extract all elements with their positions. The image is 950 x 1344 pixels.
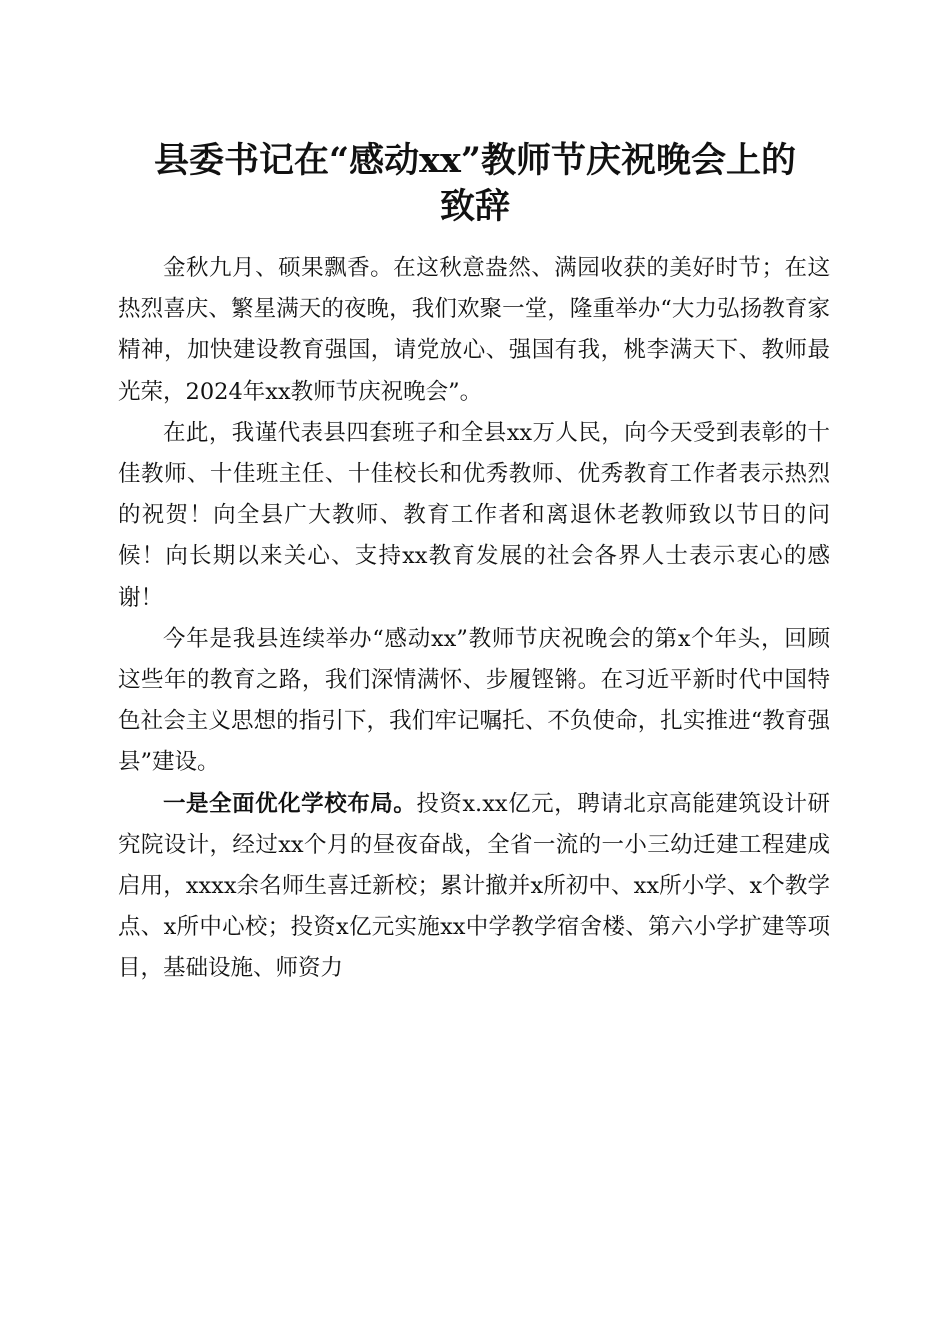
paragraph-lead: 一是全面优化学校布局。 — [163, 790, 417, 817]
paragraph-opening — [118, 248, 830, 413]
title-line-1: 县委书记在“感动xx”教师节庆祝晚会上的 — [154, 140, 796, 181]
paragraph-text: 今年是我县连续举办“感动xx”教师节庆祝晚会的第x个年头，回顾这些年的教育之路，我们深情满怀、步履铿锵。在习近平新时代中国特色社会主义思想的指引下，我们牢记嘱托、不负使命，扎实推进“教育强县”建设。 — [118, 625, 830, 776]
paragraph-text: 投资x.xx亿元，聘请北京高能建筑设计研究院设计，经过xx个月的昼夜奋战，全省一流的一小三幼迁建工程建成启用，xxxx余名师生喜迁新校；累计撤并x所初中、xx所小学、x个教学点、x所中心校；投资x亿元实施xx中学教学宿舍楼、第六小学扩建等项目，基础设施、师资力 — [118, 790, 830, 982]
paragraph-review — [118, 619, 830, 784]
paragraph-text: 金秋九月、硕果飘香。在这秋意盎然、满园收获的美好时节；在这热烈喜庆、繁星满天的夜晚，我们欢聚一堂，隆重举办“大力弘扬教育家精神，加快建设教育强国，请党放心、强国有我，桃李满天下、教师最光荣，2024年xx教师节庆祝晚会”。 — [118, 255, 830, 405]
paragraph-text: 在此，我谨代表县四套班子和全县xx万人民，向今天受到表彰的十佳教师、十佳班主任、十佳校长和优秀教师、优秀教育工作者表示热烈的祝贺！向全县广大教师、教育工作者和离退休老教师致以节日的问候！向长期以来关心、支持xx教育发展的社会各界人士表示衷心的感谢！ — [118, 419, 830, 611]
title-line-2: 致辞 — [439, 186, 510, 227]
document-title — [100, 138, 850, 230]
paragraph-school-layout — [118, 784, 830, 990]
paragraph-greetings — [118, 413, 830, 619]
document-body — [118, 248, 830, 990]
